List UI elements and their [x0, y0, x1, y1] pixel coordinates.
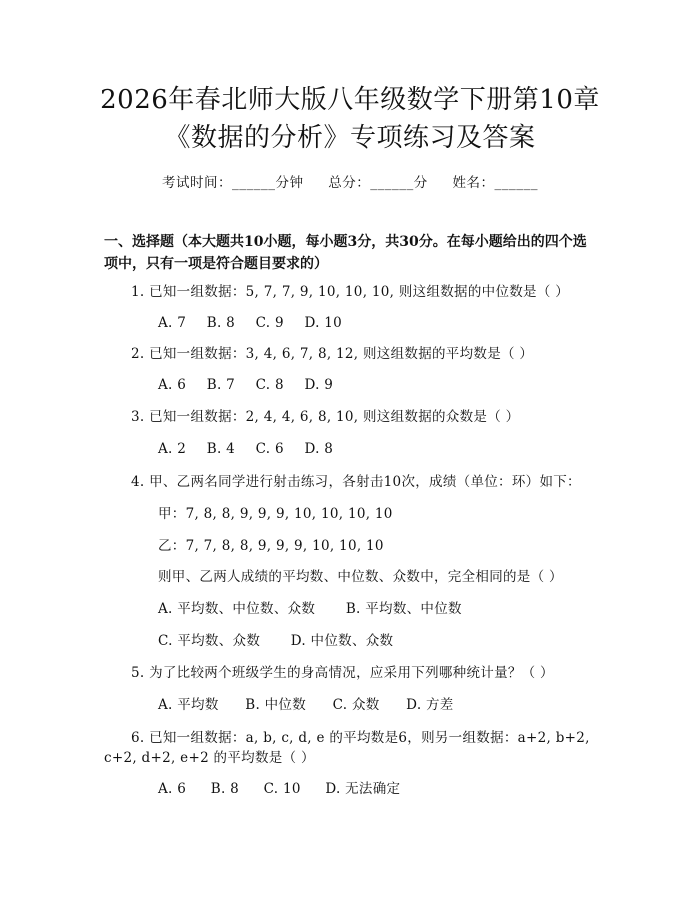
option-a: A. 2: [158, 441, 187, 457]
option-d: D. 无法确定: [325, 781, 401, 797]
question-6-stem-line2: c+2, d+2, e+2 的平均数是（ ）: [104, 750, 315, 766]
option-b: B. 8: [206, 315, 236, 331]
option-c: C. 10: [263, 781, 301, 797]
exam-title-line1: 2026年春北师大版八年级数学下册第10章: [100, 85, 600, 115]
exam-title-line2: 《数据的分析》专项练习及答案: [164, 123, 536, 153]
question-6-stem-line1: 6. 已知一组数据：a, b, c, d, e 的平均数是6，则另一组数据：a+2, b+2,: [131, 730, 590, 746]
option-b: B. 7: [206, 377, 236, 393]
question-4-stem: 4. 甲、乙两名同学进行射击练习，各射击10次，成绩（单位：环）如下：: [131, 474, 581, 490]
question-3-stem: 3. 已知一组数据：2, 4, 4, 6, 8, 10, 则这组数据的众数是（ ）: [131, 409, 520, 425]
option-c: C. 6: [255, 441, 284, 457]
question-2-options: [158, 375, 349, 395]
option-a: A. 6: [158, 377, 187, 393]
option-a: A. 7: [158, 315, 187, 331]
option-b: B. 8: [210, 781, 240, 797]
section-heading-line2: 项中，只有一项是符合题目要求的）: [104, 256, 328, 272]
question-2-stem: 2. 已知一组数据：3, 4, 6, 7, 8, 12, 则这组数据的平均数是（ ）: [131, 346, 534, 362]
option-a: A. 平均数、中位数、众数: [158, 601, 316, 617]
section-heading-line1: 一、选择题（本大题共10小题，每小题3分，共30分。在每小题给出的四个选: [104, 234, 587, 250]
option-d: D. 10: [304, 315, 343, 331]
option-b: B. 4: [206, 441, 236, 457]
question-3-options: [158, 439, 349, 459]
option-b: B. 中位数: [245, 697, 307, 713]
option-c: C. 平均数、众数: [158, 633, 261, 649]
question-4-stem-2: 则甲、乙两人成绩的平均数、中位数、众数中，完全相同的是（ ）: [158, 569, 563, 585]
question-6-options: [158, 779, 416, 799]
question-1-stem: 1. 已知一组数据：5, 7, 7, 9, 10, 10, 10, 则这组数据的中位数是（ ）: [131, 284, 570, 300]
option-a: A. 6: [158, 781, 187, 797]
total-score-field: 总分：______分: [328, 175, 428, 191]
exam-time-field: 考试时间：______分钟: [161, 175, 304, 191]
question-5-options: [158, 695, 470, 715]
option-d: D. 中位数、众数: [290, 633, 394, 649]
option-c: C. 众数: [332, 697, 380, 713]
student-name-field: 姓名：______: [452, 175, 539, 191]
option-d: D. 9: [304, 377, 334, 393]
exam-meta: [0, 171, 700, 191]
option-c: C. 9: [255, 315, 284, 331]
option-b: B. 平均数、中位数: [345, 601, 462, 617]
question-4-jia-scores: 甲：7, 8, 8, 9, 9, 9, 10, 10, 10, 10: [158, 506, 393, 522]
section-heading: [104, 231, 604, 275]
question-4-options-row1: [158, 599, 478, 619]
option-a: A. 平均数: [158, 697, 219, 713]
option-d: D. 8: [304, 441, 334, 457]
option-c: C. 8: [255, 377, 284, 393]
option-d: D. 方差: [406, 697, 454, 713]
question-5-stem: 5. 为了比较两个班级学生的身高情况，应采用下列哪种统计量？（ ）: [131, 665, 554, 681]
question-4-options-row2: [158, 631, 409, 651]
question-1-options: [158, 313, 358, 333]
question-4-yi-scores: 乙：7, 7, 8, 8, 9, 9, 9, 10, 10, 10: [158, 538, 384, 554]
